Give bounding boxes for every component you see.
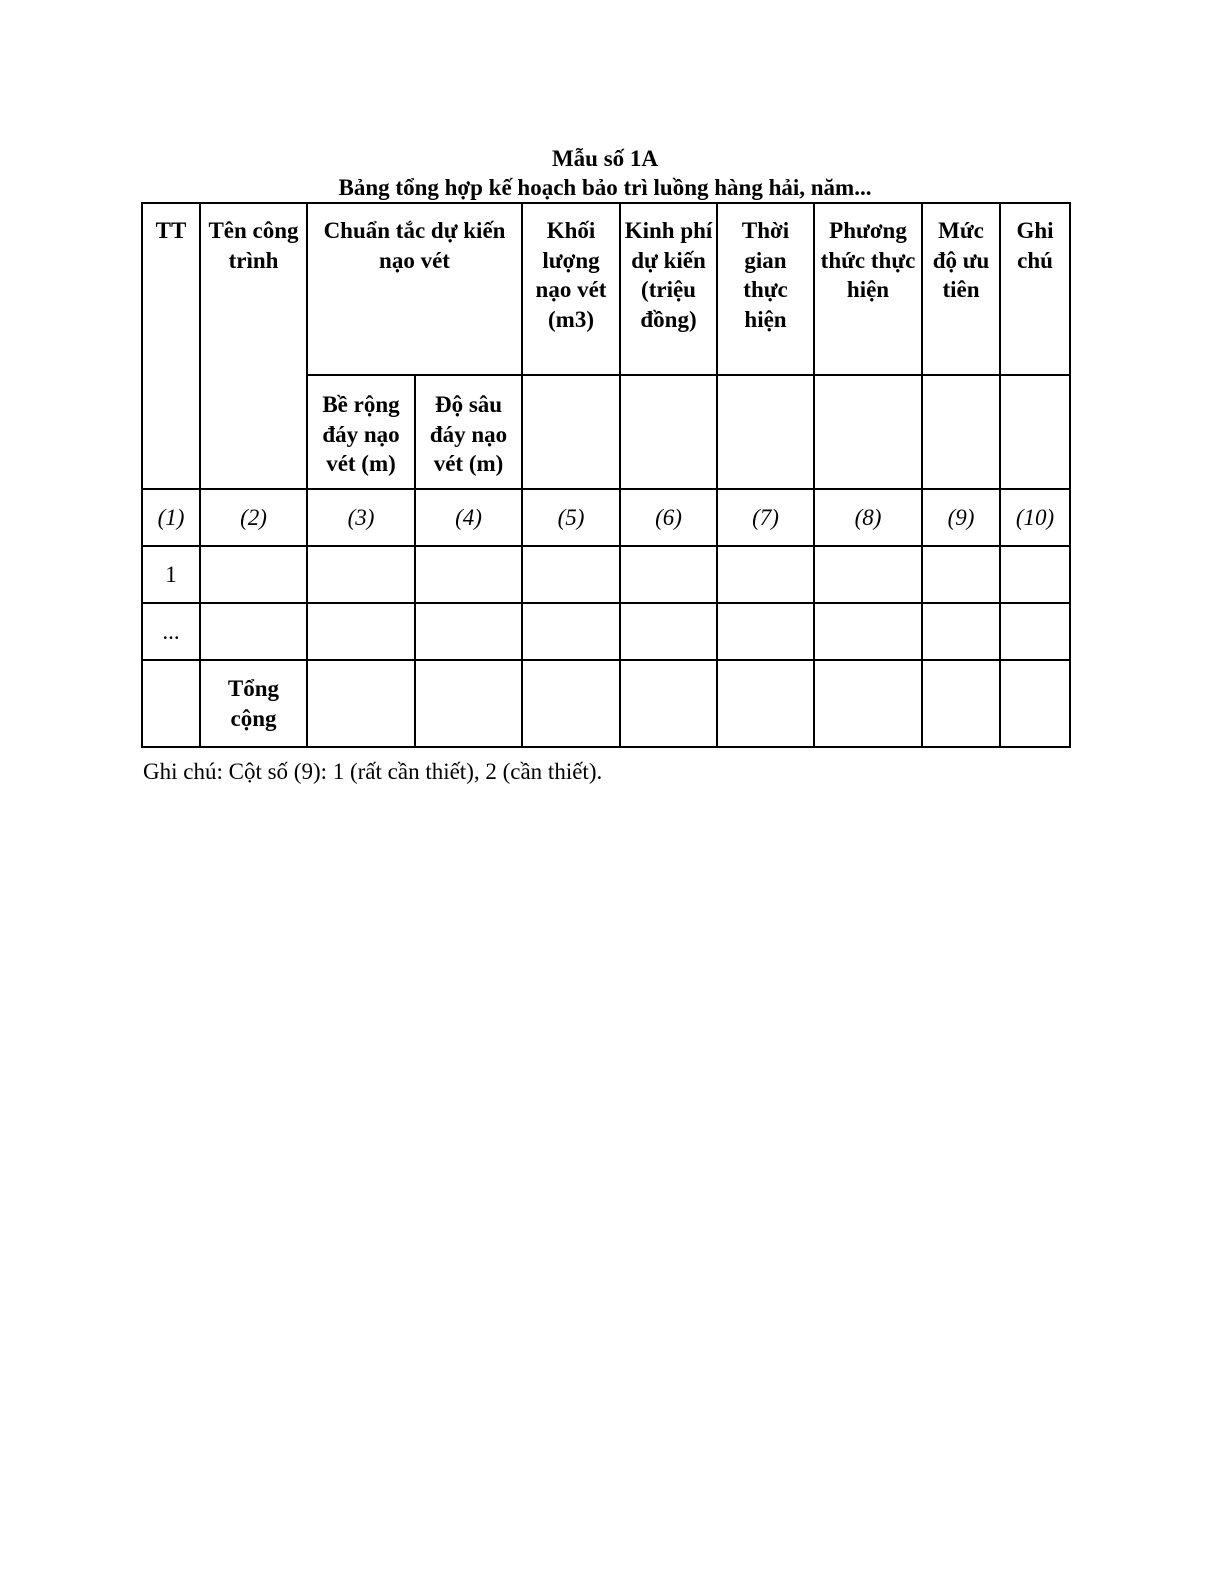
table-row <box>142 546 1070 603</box>
empty-cell <box>522 546 620 603</box>
header-do-sau: Độ sâu đáy nạo vét (m) <box>415 375 522 489</box>
header-chuan-tac: Chuẩn tắc dự kiến nạo vét <box>307 203 522 375</box>
column-number: (5) <box>522 489 620 546</box>
header-row-main <box>142 203 1070 375</box>
column-number: (4) <box>415 489 522 546</box>
total-row <box>142 660 1070 747</box>
empty-cell <box>814 546 922 603</box>
empty-cell <box>1000 660 1070 747</box>
column-number: (8) <box>814 489 922 546</box>
empty-cell <box>415 603 522 660</box>
header-khoi-luong: Khối lượng nạo vét (m3) <box>522 203 620 375</box>
column-number: (9) <box>922 489 1000 546</box>
empty-cell <box>620 603 717 660</box>
empty-cell <box>922 375 1000 489</box>
header-tt: TT <box>142 203 200 489</box>
table-row <box>142 603 1070 660</box>
empty-cell <box>1000 546 1070 603</box>
column-number: (7) <box>717 489 814 546</box>
row-index: ... <box>142 603 200 660</box>
empty-cell <box>620 660 717 747</box>
empty-cell <box>922 603 1000 660</box>
empty-cell <box>1000 375 1070 489</box>
empty-cell <box>522 660 620 747</box>
header-kinh-phi: Kinh phí dự kiến (triệu đồng) <box>620 203 717 375</box>
column-number: (3) <box>307 489 415 546</box>
empty-cell <box>415 660 522 747</box>
empty-cell <box>717 375 814 489</box>
empty-cell <box>415 546 522 603</box>
empty-cell <box>717 660 814 747</box>
footnote: Ghi chú: Cột số (9): 1 (rất cần thiết), 2 (cần thiết). <box>143 759 603 784</box>
empty-cell <box>307 603 415 660</box>
column-number: (10) <box>1000 489 1070 546</box>
empty-cell <box>620 375 717 489</box>
column-number: (6) <box>620 489 717 546</box>
empty-cell <box>142 660 200 747</box>
row-index: 1 <box>142 546 200 603</box>
empty-cell <box>307 660 415 747</box>
column-number: (2) <box>200 489 307 546</box>
column-number: (1) <box>142 489 200 546</box>
form-number: Mẫu số 1A <box>551 146 659 171</box>
empty-cell <box>1000 603 1070 660</box>
header-be-rong: Bề rộng đáy nạo vét (m) <box>307 375 415 489</box>
header-phuong-thuc: Phương thức thực hiện <box>814 203 922 375</box>
column-number-row <box>142 489 1070 546</box>
empty-cell <box>922 546 1000 603</box>
maintenance-plan-table <box>141 202 1071 748</box>
empty-cell <box>522 375 620 489</box>
total-label: Tổng cộng <box>200 660 307 747</box>
header-ghi-chu: Ghi chú <box>1000 203 1070 375</box>
header-muc-do: Mức độ ưu tiên <box>922 203 1000 375</box>
header-ten-cong-trinh: Tên công trình <box>200 203 307 489</box>
empty-cell <box>922 660 1000 747</box>
document-title: Bảng tổng hợp kế hoạch bảo trì luồng hàng hải, năm... <box>338 175 872 200</box>
empty-cell <box>814 375 922 489</box>
empty-cell <box>620 546 717 603</box>
empty-cell <box>717 603 814 660</box>
empty-cell <box>522 603 620 660</box>
empty-cell <box>200 603 307 660</box>
empty-cell <box>814 660 922 747</box>
empty-cell <box>717 546 814 603</box>
document-heading <box>0 144 1210 202</box>
empty-cell <box>200 546 307 603</box>
empty-cell <box>814 603 922 660</box>
header-thoi-gian: Thời gian thực hiện <box>717 203 814 375</box>
empty-cell <box>307 546 415 603</box>
